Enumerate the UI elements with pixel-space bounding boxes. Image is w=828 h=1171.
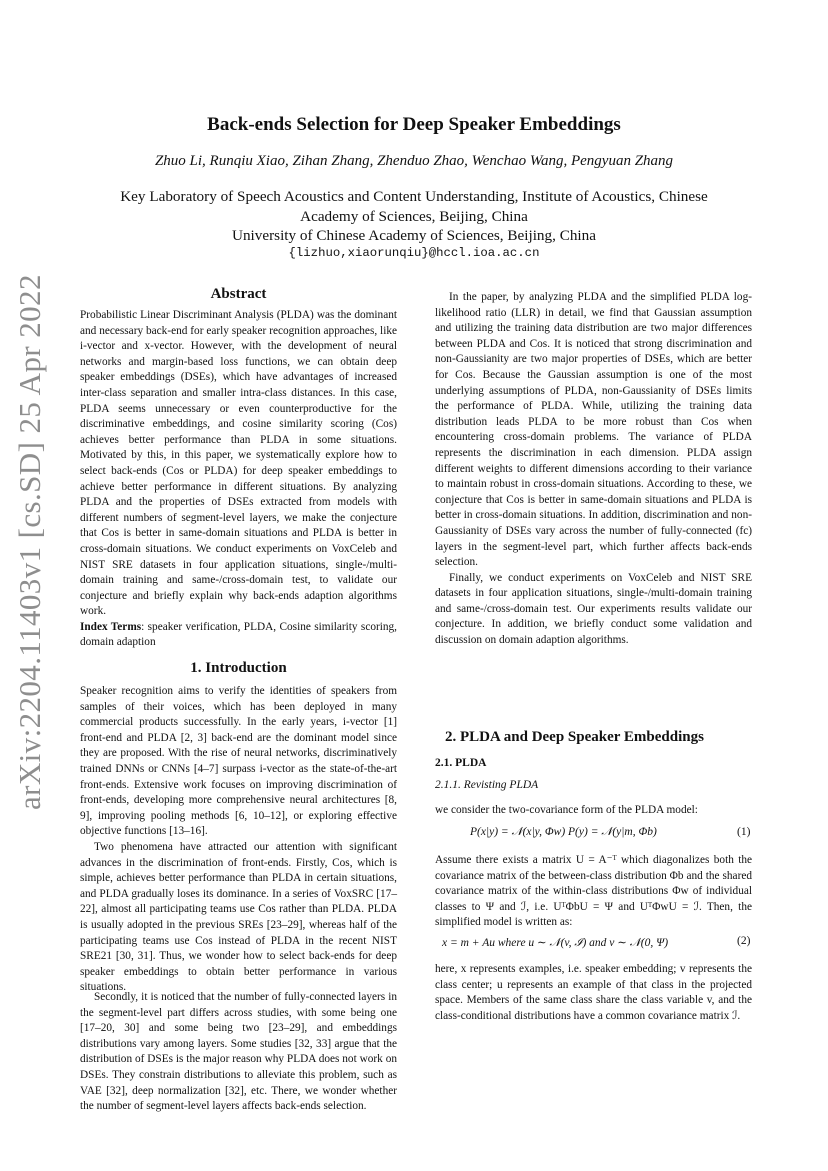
arxiv-stamp: arXiv:2204.11403v1 [cs.SD] 25 Apr 2022: [12, 274, 47, 810]
intro-paragraph-3: Secondly, it is noticed that the number of fully-connected layers in the segment-level part differs across studies, with some being one [17–20, 30] and some being two [23–29], and embeddings distributions vary among layers. Some studies [32, 33] argue that the distribution of DSEs is the major reason why PLDA does not work on DSEs. They constrain distributions to alleviate this problem, such as VAE [32], deep normalization [32], etc. There, we wonder whether the number of segment-level layers affects back-ends selection.: [80, 991, 397, 1113]
section-2-heading: 2. PLDA and Deep Speaker Embeddings: [445, 729, 704, 745]
intro-paragraph-2: Two phenomena have attracted our attention with significant advances in the discrimination of front-ends. Firstly, Cos, which is simple, achieves better performance than PLDA in certain situations, and PLDA gradually loses its dominance. In a series of VoxSRC [17–22], almost all participating teams use Cos rather than PLDA. PLDA is usually adopted in the previous SREs [23–29], whereas half of the participating teams use Cos instead of PLDA in the recent NIST SRE21 [30, 31]. Thus, we wonder how to select back-ends for deep speaker embeddings to obtain better performance in various situations.: [80, 840, 397, 994]
plda-variable-description: here, x represents examples, i.e. speaker embedding; v represents the class center; u represents an example of that class in the projected space. Members of the same class share the class variable v, and the class-conditional distributions have a common covariance matrix ℐ.: [435, 963, 752, 1022]
introduction-heading: 1. Introduction: [190, 660, 287, 676]
equation-1: P(x|y) = 𝒩(x|y, Φw) P(y) = 𝒩(y|m, Φb): [470, 826, 657, 838]
introduction-body-right: [435, 290, 752, 649]
section-2-1-1-heading: 2.1.1. Revisting PLDA: [435, 779, 539, 791]
section-2-1-1-tail: [435, 962, 752, 1024]
intro-paragraph-5: Finally, we conduct experiments on VoxCeleb and NIST SRE datasets in four application situations, single-/multi-domain training and same-/cross-domain test. Our experiments results validate our conjecture. In addition, we briefly conduct some validation and discussion on domain adaption algorithms.: [435, 571, 752, 647]
author-list: Zhuo Li, Runqiu Xiao, Zihan Zhang, Zhenduo Zhao, Wenchao Wang, Pengyuan Zhang: [154, 153, 674, 169]
affiliation-line-1: Key Laboratory of Speech Acoustics and Content Understanding, Institute of Acoustics, Chinese: [120, 188, 708, 205]
affiliation-line-3: University of Chinese Academy of Sciences, Beijing, China: [231, 227, 596, 244]
intro-paragraph-4: In the paper, by analyzing PLDA and the simplified PLDA log-likelihood ratio (LLR) in detail, we find that Gaussian assumption and utilizing the training data distribution are two major differences between PLDA and Cos. It is noticed that strong discrimination and non-Gaussianity are two major properties of DSEs, which are better for Cos. Because the Gaussian assumption is one of the most underlying assumptions of PLDA, non-Gaussianity of DSEs limits the performance of PLDA. While, utilizing the training data distribution leads PLDA to be more robust than Cos when encountering cross-domain problems. The variance of PLDA represents the discrimination in each dimension. PLDA assign different weights to different dimensions according to their variance to maintain robust in cross-domain situations. According to these, we conjecture that Cos is better in same-domain situations and PLDA is better in cross-domain situations. In addition, discrimination and non-Gaussianity of DSEs vary across the number of fully-connected (fc) layers in the segment-level part, which further affects back-ends selection.: [435, 291, 752, 569]
equation-2: x = m + Au where u ∼ 𝒩(v, ℐ) and v ∼ 𝒩(0, Ψ): [442, 937, 669, 949]
affiliation-line-2: Academy of Sciences, Beijing, China: [300, 208, 528, 225]
introduction-body-left-end: [80, 990, 397, 1113]
equation-1-number: (1): [737, 826, 751, 838]
index-terms: [80, 620, 397, 651]
equation-2-number: (2): [737, 935, 751, 947]
plda-intro-sentence: we consider the two-covariance form of the PLDA model:: [435, 804, 698, 816]
introduction-body-left: [80, 684, 397, 996]
abstract-heading: Abstract: [210, 286, 267, 302]
intro-paragraph-1: Speaker recognition aims to verify the identities of speakers from samples of their voices, which has been deployed in many commercial products successfully. In the early years, i-vector [1] front-end and PLDA [2, 3] back-end are the dominant model since they are proposed. With the rise of neural networks, discriminatively trained DNNs or CNNs [4–7] surpass i-vector as the state-of-the-art front-ends. Extensive work focuses on improving discrimination of front-ends, developing more comprehensive neural architectures [8, 9], improving pooling methods [6, 10–12], or exploring effective objective functions [13–16].: [80, 685, 397, 838]
abstract-body: [80, 308, 397, 651]
section-2-1-1-body: [435, 853, 752, 931]
abstract-text: Probabilistic Linear Discriminant Analysis (PLDA) was the dominant and necessary back-end for early speaker recognition approaches, like i-vector and x-vector. However, with the development of neural networks and margin-based loss functions, we can obtain deep speaker embeddings (DSEs), which have advantages of increased inter-class separation and smaller intra-class distances. In this case, PLDA seems unnecessary or even counterproductive for the discriminative embeddings, and cosine similarity scoring (Cos) achieves better performance than PLDA in some situations. Motivated by this, in this paper, we systematically explore how to select back-ends (Cos or PLDA) for deep speaker embeddings to achieve better performance in different situations. By analyzing PLDA and the properties of DSEs extracted from models with different numbers of segment-level layers, we make the conjecture that Cos is better in same-domain situations and PLDA is better in cross-domain situations. We conduct experiments on VoxCeleb and NIST SRE datasets in four application situations, single-/multi-domain training and same-/cross-domain test, to validate our conjecture and briefly explain why back-ends adaption algorithms work.: [80, 309, 397, 618]
paper-title: Back-ends Selection for Deep Speaker Embeddings: [207, 114, 621, 135]
section-2-1-heading: 2.1. PLDA: [435, 757, 487, 769]
plda-diagonalization-text: Assume there exists a matrix U = A⁻ᵀ which diagonalizes both the covariance matrix of the between-class distribution Φb and the shared covariance matrix of the within-class distributions Φw of individual classes to Ψ and ℐ, i.e. UᵀΦbU = Ψ and UᵀΦwU = ℐ. Then, the simplified model is written as:: [435, 854, 752, 929]
index-terms-text: : speaker verification, PLDA, Cosine similarity scoring, domain adaption: [80, 620, 398, 649]
section-2-1-1-intro: [435, 803, 752, 819]
index-terms-label: Index Terms: [80, 620, 142, 633]
email-address: {lizhuo,xiaorunqiu}@hccl.ioa.ac.cn: [288, 246, 540, 260]
